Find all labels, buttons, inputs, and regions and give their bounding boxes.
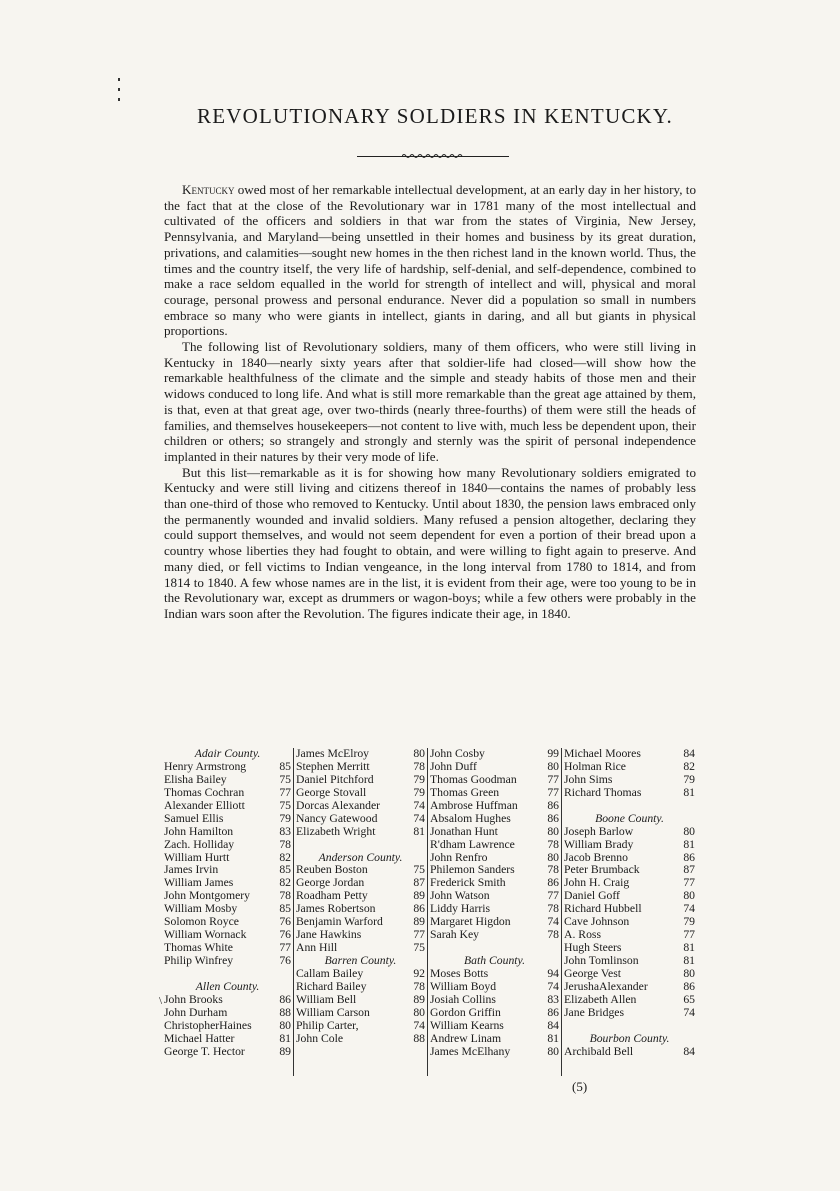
soldier-age: 74 [547,979,559,993]
soldier-age: 86 [547,1005,559,1019]
soldier-name: George T. Hector [164,1044,245,1058]
soldier-name: George Vest [564,966,622,980]
soldier-name: James McElhany [430,1044,511,1058]
soldier-age: 78 [547,928,559,942]
list-item [296,800,425,813]
soldier-age: 80 [683,824,695,838]
intro-text [164,182,696,622]
intro-paragraph-1-text: owed most of her remarkable intellectual development, at an early day in her history, to the fact that at the close of the Revolutionary war in 1781 many of the most intellectual and cultivated of the officers and soldiers in that war from the states of Virginia, New Jersey, Pennsylvania, and Maryland—being unsettled in their homes and business by its great duration, privations, and calamities—sought new homes in the then richest land in the known world. Thus, the times and the country itself, the very life of hardship, self-denial, and self-dependence, combined to make a race seldom equalled in the world for strength of intellect and will, physical and moral courage, personal prowess and personal endurance. Never did a population so small in numbers embrace so many who were giants in intellect, giants in daring, and all but giants in physical proportions. [164,182,696,339]
soldier-age: 85 [279,902,291,916]
list-item [564,826,695,839]
soldier-age: 78 [413,979,425,993]
soldier-age: 80 [547,850,559,864]
soldier-age: 79 [279,811,291,825]
list-item [430,839,559,852]
soldier-age: 86 [683,979,695,993]
soldier-age: 87 [683,863,695,877]
soldier-age: 81 [279,1031,291,1045]
soldier-name: Daniel Goff [564,889,620,903]
soldier-age: 84 [683,1044,695,1058]
county-heading: Barren County. [324,954,397,967]
page-number: (5) [572,1079,588,1094]
soldier-name: Elisha Bailey [164,772,227,786]
soldier-name: Richard Thomas [564,785,642,799]
soldier-age: 76 [279,928,291,942]
soldier-name: Stephen Merritt [296,759,370,773]
soldier-age: 83 [547,992,559,1006]
soldier-name: William Bell [296,992,357,1006]
soldier-name: Daniel Pitchford [296,772,374,786]
soldier-age: 81 [547,1031,559,1045]
soldier-name: Absalom Hughes [430,811,511,825]
list-item [430,800,559,813]
list-item [296,787,425,800]
list-item [164,1020,291,1033]
soldier-name: Thomas Cochran [164,785,245,799]
soldier-age: 83 [279,824,291,838]
list-item [564,968,695,981]
soldier-age: 86 [547,876,559,890]
soldier-age: 80 [547,824,559,838]
soldier-name: Jane Hawkins [296,928,362,942]
soldier-name: Frederick Smith [430,876,506,890]
soldier-name: James Irvin [164,863,219,877]
soldier-name: Moses Botts [430,966,489,980]
soldier-name: James Robertson [296,902,376,916]
soldier-age: 77 [547,889,559,903]
spacer [564,1020,695,1033]
soldier-age: 89 [413,915,425,929]
soldier-name: William Boyd [430,979,497,993]
soldier-age: 78 [279,889,291,903]
soldier-name: Dorcas Alexander [296,798,381,812]
soldier-age: 75 [279,772,291,786]
soldier-name: John Hamilton [164,824,234,838]
soldier-name: Benjamin Warford [296,915,383,929]
soldier-name: John Renfro [430,850,488,864]
soldier-name: William James [164,876,234,890]
soldier-age: 74 [413,811,425,825]
list-item [296,968,425,981]
soldier-age: 85 [279,759,291,773]
list-item [564,839,695,852]
list-item [430,748,559,761]
soldier-name: Joseph Barlow [564,824,634,838]
soldier-name: A. Ross [564,928,602,942]
list-item [430,1046,559,1059]
soldier-name: ChristopherHaines [164,1018,252,1032]
soldier-age: 86 [547,811,559,825]
spacer [296,839,425,852]
list-item [430,929,559,942]
soldier-age: 77 [683,876,695,890]
soldier-name: Samuel Ellis [164,811,224,825]
soldier-name: Holman Rice [564,759,626,773]
soldier-age: 86 [547,798,559,812]
soldier-name: Thomas White [164,941,233,955]
soldier-age: 84 [683,748,695,760]
list-item [296,1007,425,1020]
soldier-name: Thomas Green [430,785,500,799]
soldier-age: 82 [683,759,695,773]
soldier-age: 77 [547,785,559,799]
soldier-age: 78 [547,863,559,877]
soldier-name: John Watson [430,889,490,903]
list-column-4 [562,748,697,1076]
list-item [296,981,425,994]
county-heading: Allen County. [195,979,260,993]
soldier-age: 80 [413,1005,425,1019]
soldier-name: Nancy Gatewood [296,811,378,825]
soldier-age: 74 [683,902,695,916]
intro-paragraph-1 [164,182,696,339]
soldier-name: Andrew Linam [430,1031,502,1045]
list-item [164,826,291,839]
list-item [164,955,291,968]
soldier-age: 86 [683,850,695,864]
list-column-3 [428,748,562,1076]
soldier-name: Roadham Petty [296,889,368,903]
list-item [564,761,695,774]
soldier-name: John Cole [296,1031,344,1045]
list-item [430,1033,559,1046]
list-item [164,774,291,787]
soldier-age: 81 [683,785,695,799]
list-item [564,994,695,1007]
soldier-age: 80 [683,889,695,903]
list-item [296,774,425,787]
soldier-name: John H. Craig [564,876,630,890]
soldier-name: Josiah Collins [430,992,496,1006]
list-item [430,1020,559,1033]
ornament-wave [402,152,464,158]
soldier-name: Philemon Sanders [430,863,515,877]
list-item [430,1007,559,1020]
soldier-age: 77 [413,928,425,942]
soldier-name: Reuben Boston [296,863,368,877]
soldier-age: 76 [279,954,291,967]
soldier-age: 94 [547,966,559,980]
soldier-age: 74 [683,1005,695,1019]
soldier-name: Philip Carter, [296,1018,359,1032]
soldier-name: John Brooks [164,992,223,1006]
soldier-age: 79 [683,772,695,786]
soldier-age: 74 [413,798,425,812]
soldier-age: 80 [683,966,695,980]
soldier-age: 77 [683,928,695,942]
list-item [430,787,559,800]
soldier-name: R'dham Lawrence [430,837,515,851]
soldier-age: 85 [279,863,291,877]
soldier-name: Jacob Brenno [564,850,628,864]
soldier-name: William Kearns [430,1018,504,1032]
page-title: REVOLUTIONARY SOLDIERS IN KENTUCKY. [197,104,673,128]
soldier-age: 80 [279,1018,291,1032]
soldier-name: Gordon Griffin [430,1005,501,1019]
soldier-age: 99 [547,748,559,760]
margin-marks [116,78,122,108]
soldier-age: 81 [683,954,695,967]
margin-tick: \ [159,995,163,1007]
list-item [296,748,425,761]
soldier-age: 79 [413,772,425,786]
soldier-name: Elizabeth Allen [564,992,637,1006]
list-item [164,1046,291,1059]
soldier-name: Henry Armstrong [164,759,247,773]
spacer [164,968,291,981]
soldier-name: JerushaAlexander [564,979,648,993]
list-item [564,1007,695,1020]
soldier-name: Michael Moores [564,748,641,760]
list-item [430,981,559,994]
soldier-name: John Sims [564,772,613,786]
soldier-name: James McElroy [296,748,370,760]
list-item [430,968,559,981]
list-item [296,994,425,1007]
soldier-name: Elizabeth Wright [296,824,376,838]
soldier-age: 80 [547,1044,559,1058]
soldier-name: Jane Bridges [564,1005,625,1019]
soldier-age: 74 [413,1018,425,1032]
list-column-1 [164,748,294,1076]
soldier-name: William Brady [564,837,634,851]
soldier-age: 78 [279,837,291,851]
list-item [564,955,695,968]
soldier-age: 79 [683,915,695,929]
soldier-age: 65 [683,992,695,1006]
soldier-age: 75 [279,798,291,812]
list-item [564,748,695,761]
soldier-name: John Cosby [430,748,485,760]
list-item [296,826,425,839]
list-item [430,761,559,774]
list-item [430,813,559,826]
soldier-name: Michael Hatter [164,1031,235,1045]
list-item [164,800,291,813]
soldier-age: 77 [279,941,291,955]
soldier-name: George Jordan [296,876,365,890]
list-item [164,1033,291,1046]
soldier-name: John Duff [430,759,477,773]
county-heading: Anderson County. [318,850,403,864]
soldier-age: 82 [279,876,291,890]
soldier-name: Margaret Higdon [430,915,511,929]
soldier-age: 88 [413,1031,425,1045]
soldier-name: Ann Hill [296,941,338,955]
soldier-name: Philip Winfrey [164,954,234,967]
soldier-age: 78 [547,902,559,916]
intro-paragraph-3: But this list—remarkable as it is for showing how many Revolutionary soldiers emigrated to Kentucky and were still living and citizens thereof in 1840—contains the names of probably less than one-third of those who removed to Kentucky. Until about 1830, the pension laws embraced only the permanently wounded and invalid soldiers. Many refused a pension altogether, declaring they could support themselves, and would not seem dependent for even a portion of their bread upon a country whose liberties they had fought to obtain, and were willing to fight again to preserve. And many died, or fell victims to Indian vengeance, in the long interval from 1780 to 1814, and from 1814 to 1840. A few whose names are in the list, it is evident from their age, were too young to be in the Revolutionary war, except as drummers or wagon-boys; while a few others were probably in the Indian wars soon after the Revolution. The figures indicate their age, in 1840. [164,464,696,621]
county-heading: Boone County. [595,811,664,825]
list-item [430,994,559,1007]
soldier-name: Cave Johnson [564,915,630,929]
soldier-name: Jonathan Hunt [430,824,498,838]
list-item [164,1007,291,1020]
list-column-2 [294,748,428,1076]
soldier-name: George Stovall [296,785,367,799]
soldier-age: 78 [413,759,425,773]
soldier-age: 84 [547,1018,559,1032]
list-item [296,813,425,826]
soldier-age: 82 [279,850,291,864]
soldier-age: 75 [413,863,425,877]
list-item [564,787,695,800]
soldier-age: 77 [279,785,291,799]
soldier-name: William Mosby [164,902,238,916]
soldier-name: Richard Hubbell [564,902,642,916]
soldier-age: 89 [413,992,425,1006]
soldier-name: John Montgomery [164,889,251,903]
soldier-name: Liddy Harris [430,902,491,916]
list-item [296,761,425,774]
soldier-name: Richard Bailey [296,979,367,993]
soldier-age: 76 [279,915,291,929]
list-item [564,1046,695,1059]
soldier-name: Archibald Bell [564,1044,634,1058]
soldier-age: 81 [413,824,425,838]
spacer [564,800,695,813]
list-item [564,981,695,994]
soldier-age: 80 [413,748,425,760]
soldier-name: William Wornack [164,928,247,942]
soldier-name: Sarah Key [430,928,480,942]
soldier-name: William Hurtt [164,850,230,864]
soldier-age: 87 [413,876,425,890]
soldier-age: 80 [547,759,559,773]
soldier-name: William Carson [296,1005,370,1019]
intro-lead-word: Kentucky [182,182,235,197]
soldier-age: 89 [413,889,425,903]
list-item [164,994,291,1007]
list-item [430,826,559,839]
soldier-age: 75 [413,941,425,955]
county-heading: Bath County. [463,954,526,967]
soldier-name: Hugh Steers [564,941,622,955]
soldier-age: 78 [547,837,559,851]
soldier-age: 79 [413,785,425,799]
soldier-name: Zach. Holliday [164,837,235,851]
soldier-name: Ambrose Huffman [430,798,518,812]
soldier-age: 86 [279,992,291,1006]
soldier-name: John Tomlinson [564,954,639,967]
soldier-age: 92 [413,966,425,980]
list-item [164,761,291,774]
soldier-name: Alexander Elliott [164,798,245,812]
soldier-age: 77 [547,772,559,786]
soldier-age: 89 [279,1044,291,1058]
soldier-name: Peter Brumback [564,863,640,877]
soldier-age: 81 [683,837,695,851]
list-item [164,787,291,800]
soldier-age: 81 [683,941,695,955]
soldier-name: Callam Bailey [296,966,364,980]
soldier-name: John Durham [164,1005,228,1019]
county-heading: Adair County. [194,748,261,760]
soldier-age: 86 [413,902,425,916]
list-item [296,1033,425,1046]
list-item [164,813,291,826]
county-heading: Bourbon County. [589,1031,670,1045]
intro-paragraph-2: The following list of Revolutionary soldiers, many of them officers, who were still living in Kentucky in 1840—nearly sixty years after that soldier-life had closed—will show how the remarkable healthfulness of the climate and the simple and steady habits of those men and their widows conduced to long life. And what is still more remarkable than the great age attained by them, is that, even at that great age, over two-thirds (nearly three-fourths) of them were still the heads of families, and themselves housekeepers—not content to live with, much less be dependent upon, their children or others; so strangely and strongly and sternly was the spirit of personal independence implanted in their natures by their very mode of life. [164,339,696,464]
list-item [164,839,291,852]
soldier-name: Thomas Goodman [430,772,517,786]
list-item [430,774,559,787]
soldier-age: 74 [547,915,559,929]
soldier-name: Solomon Royce [164,915,239,929]
soldier-age: 88 [279,1005,291,1019]
soldier-list [164,748,697,1076]
list-item [296,1020,425,1033]
list-item [564,774,695,787]
